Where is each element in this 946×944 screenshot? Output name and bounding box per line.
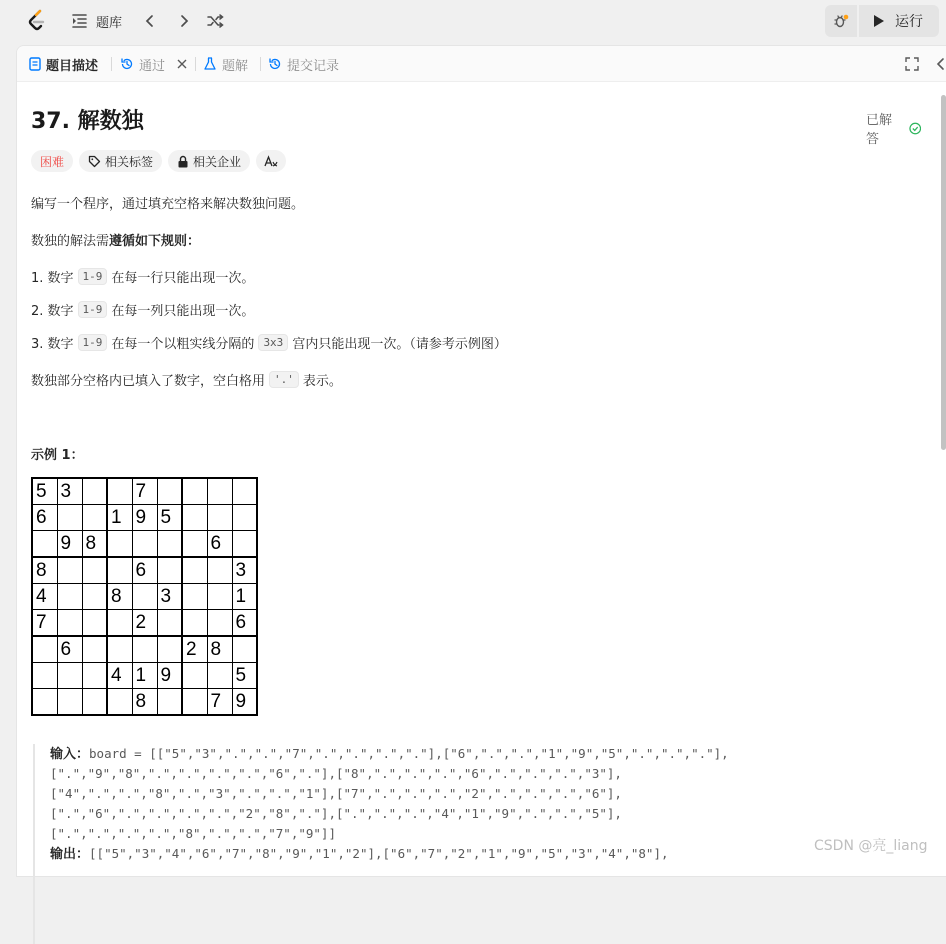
input-continuation: [".","9","8",".",".",".",".","6","."],["8",".",".",".","6",".",".",".","3"], <box>50 766 622 781</box>
sudoku-cell <box>182 478 207 505</box>
sudoku-cell <box>182 557 207 584</box>
sudoku-row <box>32 531 257 558</box>
tab-solution[interactable] <box>203 54 248 74</box>
sudoku-cell <box>57 505 82 531</box>
sudoku-cell: 3 <box>57 478 82 505</box>
tab-description[interactable] <box>29 54 98 74</box>
solved-label: 已解答 <box>866 113 893 147</box>
sudoku-cell <box>82 689 107 716</box>
sudoku-cell <box>32 663 57 689</box>
input-value-line: board = [["5","3",".",".","7",".",".",".","."],["6",".",".","1","9","5",".",".","."], <box>89 746 729 761</box>
rules-heading <box>31 230 200 249</box>
debug-bug-icon <box>833 13 849 29</box>
sudoku-row <box>32 505 257 531</box>
input-continuation: [".","6",".",".",".",".","2","8","."],[".",".",".","4","1","9",".",".","5"], <box>50 806 622 821</box>
sudoku-cell: 6 <box>57 636 82 663</box>
example-code-block <box>33 744 913 944</box>
tab-solution-label: 题解 <box>222 58 249 74</box>
difficulty-badge[interactable]: 困难 <box>31 150 73 172</box>
sudoku-cell <box>132 636 157 663</box>
rule-suffix: 在每一列只能出现一次。 <box>111 304 255 319</box>
sudoku-cell <box>82 663 107 689</box>
rule-prefix: 2. 数字 <box>31 304 74 319</box>
sudoku-cell: 8 <box>207 636 232 663</box>
sudoku-cell: 7 <box>207 689 232 716</box>
sudoku-cell <box>82 557 107 584</box>
sudoku-cell <box>107 478 132 505</box>
input-continuation: ["4",".",".","8",".","3",".",".","1"],["7",".",".",".","2",".",".",".","6"], <box>50 786 622 801</box>
tab-passed-label: 通过 <box>139 58 166 74</box>
tab-submissions[interactable] <box>268 54 339 74</box>
tab-divider <box>260 57 261 71</box>
flask-icon <box>203 57 217 71</box>
sudoku-cell: 9 <box>57 531 82 558</box>
rule-code: 1-9 <box>78 301 108 318</box>
leetcode-logo-icon[interactable] <box>24 8 50 34</box>
sudoku-cell <box>107 610 132 637</box>
note-code: '.' <box>269 371 299 388</box>
problem-bank-label: 题库 <box>96 15 123 31</box>
tab-submissions-label: 提交记录 <box>287 58 340 74</box>
sudoku-cell: 3 <box>157 584 182 610</box>
problem-title: 37. 解数独 <box>31 109 144 134</box>
sudoku-cell <box>207 663 232 689</box>
sudoku-cell <box>57 557 82 584</box>
sudoku-cell <box>107 557 132 584</box>
problem-panel <box>16 45 946 877</box>
sudoku-cell <box>82 636 107 663</box>
sudoku-cell <box>82 610 107 637</box>
chevron-left-icon[interactable] <box>935 56 946 72</box>
sudoku-cell <box>157 636 182 663</box>
top-nav-bar <box>0 0 946 42</box>
sudoku-cell: 8 <box>107 584 132 610</box>
sudoku-cell <box>182 531 207 558</box>
sudoku-cell <box>232 531 257 558</box>
tag-row <box>31 150 286 172</box>
rule-prefix: 3. 数字 <box>31 337 74 352</box>
sudoku-cell: 6 <box>132 557 157 584</box>
lock-icon <box>177 155 189 168</box>
sudoku-cell: 2 <box>182 636 207 663</box>
sudoku-cell: 9 <box>157 663 182 689</box>
sudoku-cell: 8 <box>132 689 157 716</box>
sudoku-cell <box>132 584 157 610</box>
sudoku-cell: 3 <box>232 557 257 584</box>
sudoku-cell <box>82 505 107 531</box>
chevron-left-icon <box>144 14 156 28</box>
debug-button[interactable] <box>825 5 857 37</box>
sudoku-cell <box>107 636 132 663</box>
sudoku-cell: 7 <box>132 478 157 505</box>
document-icon <box>29 57 41 71</box>
rule-1 <box>31 267 254 286</box>
sudoku-cell <box>182 663 207 689</box>
output-line <box>50 844 913 864</box>
sudoku-cell: 9 <box>232 689 257 716</box>
sudoku-cell: 9 <box>132 505 157 531</box>
sudoku-cell <box>57 584 82 610</box>
sudoku-cell <box>57 663 82 689</box>
sudoku-board-image <box>31 477 258 716</box>
rule-suffix: 宫内只能出现一次。（请参考示例图） <box>292 337 507 352</box>
input-label: 输入： <box>50 747 90 762</box>
topics-tag-button[interactable] <box>79 150 162 172</box>
sudoku-cell: 6 <box>207 531 232 558</box>
sudoku-cell: 5 <box>232 663 257 689</box>
sudoku-cell <box>157 610 182 637</box>
sudoku-cell <box>57 610 82 637</box>
input-continuation: [".",".",".",".","8",".",".","7","9"]] <box>50 826 336 841</box>
sudoku-cell <box>157 478 182 505</box>
sudoku-row <box>32 610 257 637</box>
output-label: 输出： <box>50 847 90 862</box>
run-button[interactable] <box>859 5 939 37</box>
tab-description-label: 题目描述 <box>46 58 99 74</box>
sudoku-cell: 6 <box>232 610 257 637</box>
tab-bar <box>17 46 946 82</box>
sudoku-row <box>32 557 257 584</box>
sudoku-row <box>32 584 257 610</box>
tag-icon <box>88 155 101 168</box>
sudoku-cell: 2 <box>132 610 157 637</box>
translate-icon <box>264 155 278 168</box>
sudoku-cell <box>232 478 257 505</box>
topics-tag-label: 相关标签 <box>105 154 154 169</box>
sudoku-cell <box>182 505 207 531</box>
rule-middle: 在每一个以粗实线分隔的 <box>111 337 255 352</box>
sudoku-cell: 1 <box>132 663 157 689</box>
rule-3 <box>31 333 507 352</box>
translate-button[interactable] <box>256 150 286 172</box>
companies-tag-button[interactable] <box>168 150 250 172</box>
rule-prefix: 1. 数字 <box>31 271 74 286</box>
sudoku-row <box>32 663 257 689</box>
empty-cell-note <box>31 370 342 389</box>
list-indent-icon <box>70 13 88 29</box>
sudoku-cell <box>157 531 182 558</box>
sudoku-row <box>32 689 257 716</box>
sudoku-cell: 4 <box>107 663 132 689</box>
tab-divider <box>111 57 112 71</box>
scrollbar-thumb[interactable] <box>941 95 946 450</box>
rules-bold-text: 遵循如下规则 <box>109 234 188 249</box>
sudoku-cell: 1 <box>232 584 257 610</box>
tab-divider <box>195 57 196 71</box>
companies-tag-label: 相关企业 <box>193 154 242 169</box>
note-prefix: 数独部分空格内已填入了数字，空白格用 <box>31 374 266 389</box>
sudoku-row <box>32 636 257 663</box>
history-icon <box>120 57 134 71</box>
rule-suffix: 在每一行只能出现一次。 <box>111 271 255 286</box>
sudoku-cell <box>107 689 132 716</box>
note-suffix: 表示。 <box>302 374 342 389</box>
sudoku-cell <box>232 505 257 531</box>
history-icon <box>268 57 282 71</box>
shuffle-icon <box>207 14 225 28</box>
sudoku-cell <box>207 557 232 584</box>
output-value-line: [["5","3","4","6","7","8","9","1","2"],["6","7","2","1","9","5","3","4","8"], <box>89 846 669 861</box>
sudoku-cell: 4 <box>32 584 57 610</box>
sudoku-cell <box>57 689 82 716</box>
solved-status <box>866 109 921 147</box>
sudoku-cell <box>82 584 107 610</box>
sudoku-cell <box>32 689 57 716</box>
sudoku-cell <box>32 636 57 663</box>
rule-code: 1-9 <box>78 268 108 285</box>
input-line <box>50 744 913 764</box>
prev-problem-button[interactable] <box>140 11 160 31</box>
sudoku-cell <box>107 531 132 558</box>
rule-2 <box>31 300 254 319</box>
example-title: 示例 1： <box>31 448 84 463</box>
sudoku-cell <box>207 610 232 637</box>
close-icon[interactable] <box>176 58 188 70</box>
sudoku-cell <box>82 478 107 505</box>
rules-colon: ： <box>187 234 201 249</box>
sudoku-cell <box>157 557 182 584</box>
sudoku-row <box>32 478 257 505</box>
sudoku-cell <box>157 689 182 716</box>
sudoku-cell <box>207 505 232 531</box>
tab-passed[interactable] <box>120 54 188 74</box>
chevron-right-icon <box>178 14 190 28</box>
run-label: 运行 <box>895 14 923 30</box>
sudoku-cell: 7 <box>32 610 57 637</box>
sudoku-cell: 6 <box>32 505 57 531</box>
sudoku-cell: 5 <box>157 505 182 531</box>
sudoku-cell: 1 <box>107 505 132 531</box>
sudoku-cell <box>132 531 157 558</box>
sudoku-cell <box>207 478 232 505</box>
check-circle-icon <box>909 122 922 135</box>
sudoku-cell <box>207 584 232 610</box>
sudoku-cell <box>182 584 207 610</box>
watermark: CSDN @亮_liang <box>814 838 928 854</box>
sudoku-cell <box>182 610 207 637</box>
rule-code: 1-9 <box>78 334 108 351</box>
fullscreen-icon[interactable] <box>904 56 920 72</box>
random-problem-button[interactable] <box>206 11 226 31</box>
next-problem-button[interactable] <box>174 11 194 31</box>
sudoku-cell <box>232 636 257 663</box>
problem-bank-button[interactable] <box>70 11 122 31</box>
play-icon <box>873 14 885 28</box>
sudoku-cell <box>32 531 57 558</box>
problem-intro: 编写一个程序，通过填充空格来解决数独问题。 <box>31 197 305 212</box>
sudoku-cell: 8 <box>32 557 57 584</box>
sudoku-cell <box>182 689 207 716</box>
rule-code: 3x3 <box>258 334 288 351</box>
sudoku-cell: 5 <box>32 478 57 505</box>
sudoku-cell: 8 <box>82 531 107 558</box>
rules-prefix: 数独的解法需 <box>31 234 110 249</box>
